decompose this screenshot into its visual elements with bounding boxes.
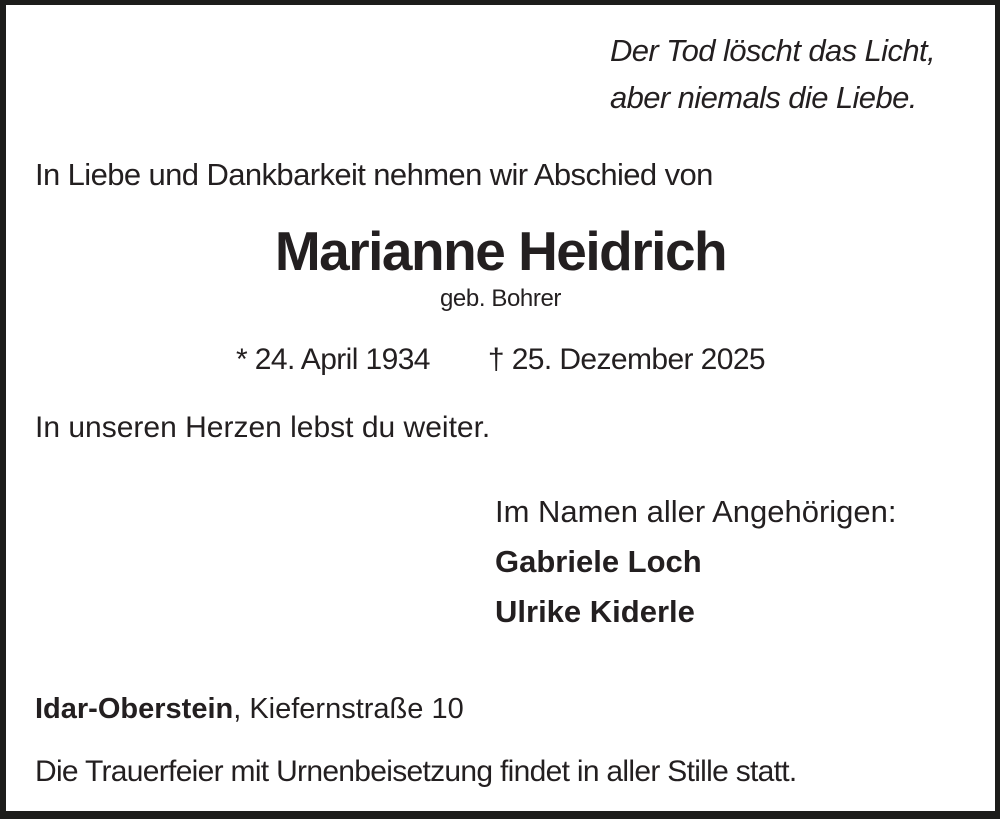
death-date: † 25. Dezember 2025 — [487, 343, 765, 376]
life-dates — [6, 343, 995, 377]
deceased-name: Marianne Heidrich — [274, 220, 727, 282]
mourners-block — [495, 487, 897, 637]
epitaph-quote-line2: aber niemals die Liebe. — [610, 80, 917, 115]
mourner-name: Ulrike Kiderle — [495, 594, 695, 629]
birth-date: * 24. April 1934 — [235, 343, 430, 376]
maiden-name: geb. Bohrer — [439, 285, 561, 312]
mourner-name: Gabriele Loch — [495, 544, 702, 579]
epitaph-quote — [610, 27, 935, 121]
memorial-line: In unseren Herzen lebst du weiter. — [35, 411, 491, 444]
mourners-heading: Im Namen aller Angehörigen: — [495, 494, 897, 529]
location-street: , Kiefernstraße 10 — [233, 693, 464, 725]
epitaph-quote-line1: Der Tod löscht das Licht, — [610, 33, 936, 68]
intro-line: In Liebe und Dankbarkeit nehmen wir Abschied von — [35, 157, 713, 192]
funeral-info-line: Die Trauerfeier mit Urnenbeisetzung findet in aller Stille statt. — [35, 755, 797, 788]
location-city: Idar-Oberstein — [35, 693, 234, 725]
location-line — [35, 693, 464, 726]
